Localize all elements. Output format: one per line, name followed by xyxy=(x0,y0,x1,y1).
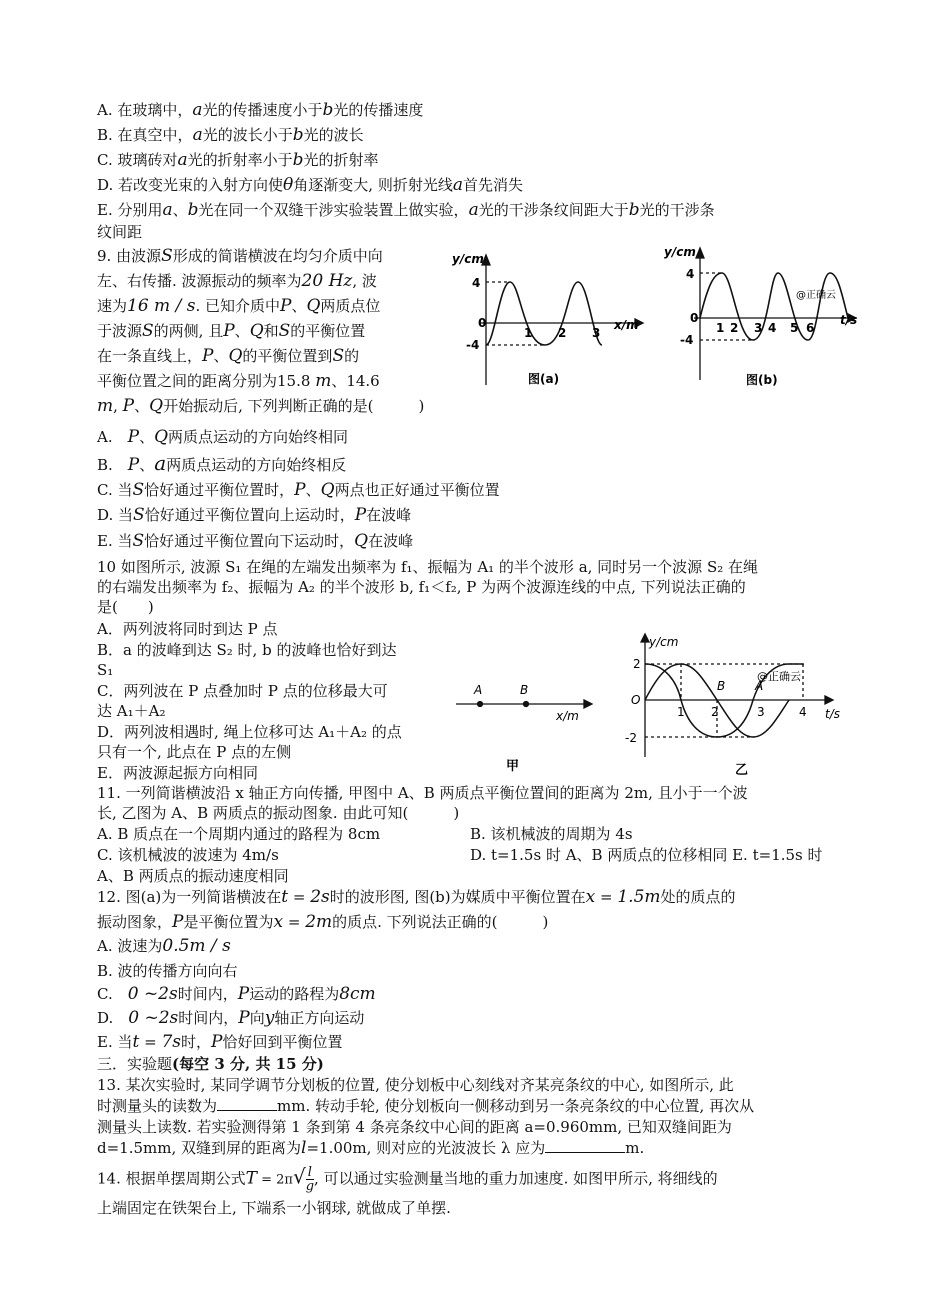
q9-figure-a xyxy=(450,245,650,395)
q9b-tick-3: 3 xyxy=(754,321,763,335)
section-3-heading: 三．实验题(每空 3 分, 共 15 分) xyxy=(97,1055,324,1073)
q9-option-c: C. 当S恰好通过平衡位置时，P、Q两点也正好通过平衡位置 xyxy=(97,480,500,500)
q9-stem-line4: 于波源S的两侧, 且P、Q和S的平衡位置 xyxy=(97,321,366,341)
q9b-tick-5: 5 xyxy=(790,321,799,335)
q10-option-e: E．两波源起振方向相同 xyxy=(97,764,258,782)
q9b-xlabel: t/s xyxy=(840,313,858,327)
q13-line2: 时测量头的读数为 mm. 转动手轮, 使分划板向一侧移动到另一条亮条纹的中心位置, 再次从 xyxy=(97,1097,755,1115)
q9-option-e: E. 当S恰好通过平衡位置向下运动时，Q在波峰 xyxy=(97,531,414,551)
q10-yi-tick-3: 3 xyxy=(757,705,765,719)
q9-stem-line1: 9. 由波源S形成的简谐横波在均匀介质中向 xyxy=(97,246,383,266)
q12-option-c: C. 0 ~2s时间内，P运动的路程为8cm xyxy=(97,984,376,1004)
q10-jia-caption: 甲 xyxy=(506,759,520,774)
q9-stem-line3: 速为16 m / s. 已知介质中P、Q两质点位 xyxy=(97,296,381,316)
q10-option-b-cont: S₁ xyxy=(97,661,114,679)
q9b-tick-neg4: -4 xyxy=(680,333,694,347)
q13-answer-blank-1[interactable] xyxy=(217,1096,277,1111)
q12-stem-line2: 振动图象，P是平衡位置为x = 2m的质点. 下列说法正确的( ) xyxy=(97,912,549,932)
q10-yi-origin: O xyxy=(631,693,641,707)
q9a-tick-2: 2 xyxy=(558,326,567,340)
q13-line3: 测量头上读数. 若实验测得第 1 条到第 4 条亮条纹中心间的距离 a=0.960mm, 已知双缝间距为 xyxy=(97,1118,732,1136)
q13-line4: d=1.5mm, 双缝到屏的距离为l=1.00m, 则对应的光波波长 λ 应为 m. xyxy=(97,1138,645,1158)
q9b-tick-4x: 4 xyxy=(768,321,777,335)
q8-option-e-cont: 纹间距 xyxy=(97,223,143,241)
q10-option-a: A．两列波将同时到达 P 点 xyxy=(97,620,278,638)
q10-yi-xlabel: t/s xyxy=(825,707,840,721)
q10-option-c: C．两列波在 P 点叠加时 P 点的位移最大可 xyxy=(97,682,388,700)
q13-answer-blank-2[interactable] xyxy=(545,1138,625,1153)
q11-option-e-cont: A、B 两质点的振动速度相同 xyxy=(97,867,289,885)
q8-option-d: D. 若改变光束的入射方向使θ角逐渐变大, 则折射光线a首先消失 xyxy=(97,175,523,195)
q9a-tick-1: 1 xyxy=(524,326,533,340)
q9-figure-b xyxy=(658,240,868,395)
q10-yi-tick-2x: 2 xyxy=(711,705,719,719)
q9b-tick-4: 4 xyxy=(686,267,695,281)
q8-option-a: A. 在玻璃中，a光的传播速度小于b光的传播速度 xyxy=(97,100,424,120)
q8-option-b: B. 在真空中，a光的波长小于b光的波长 xyxy=(97,125,364,145)
q8-option-e: E. 分别用a、b光在同一个双缝干涉实验装置上做实验，a光的干涉条纹间距大于b光的干涉条 xyxy=(97,200,715,220)
q12-stem-line1: 12. 图(a)为一列简谐横波在t = 2s时的波形图, 图(b)为媒质中平衡位置在x = 1.5m处的质点的 xyxy=(97,887,736,907)
q10-yi-curve-a: A xyxy=(755,679,764,693)
q10-figure-jia xyxy=(452,678,602,778)
q11-stem-line1: 11. 一列简谐横波沿 x 轴正方向传播, 甲图中 A、B 两质点平衡位置间的距离为 2m, 且小于一个波 xyxy=(97,784,748,802)
q11-option-d: D. t=1.5s 时 A、B 两质点的位移相同 E. t=1.5s 时 xyxy=(470,846,823,864)
q9-stem-line2: 左、右传播. 波源振动的频率为20 Hz, 波 xyxy=(97,271,377,291)
q9a-caption: 图(a) xyxy=(528,372,560,386)
q9a-ylabel: y/cm xyxy=(452,252,484,266)
q10-jia-xlabel: x/m xyxy=(556,709,579,723)
q8-option-c: C. 玻璃砖对a光的折射率小于b光的折射率 xyxy=(97,150,379,170)
q10-yi-tick-4: 4 xyxy=(799,705,807,719)
q10-stem-line3: 是( ) xyxy=(97,598,154,616)
q9b-caption: 图(b) xyxy=(746,373,778,387)
q10-option-d-cont: 只有一个, 此点在 P 点的左侧 xyxy=(97,743,292,761)
q12-option-d: D. 0 ~2s时间内，P向y轴正方向运动 xyxy=(97,1008,365,1028)
q10-figure-yi xyxy=(625,632,850,777)
q9a-tick-neg4: -4 xyxy=(466,338,480,352)
q14-line1: 14. 根据单摆周期公式T = 2π√ $\frac{l}{g}$ , 可以通过实验测量当地的重力加速度. 如图甲所示, 将细线的 xyxy=(97,1164,718,1194)
q9b-ylabel: y/cm xyxy=(664,245,696,259)
q9-option-a: A. P、Q两质点运动的方向始终相同 xyxy=(97,427,349,447)
q10-jia-label-b: B xyxy=(520,683,529,697)
q10-yi-curve-b: B xyxy=(717,679,726,693)
q9a-tick-3: 3 xyxy=(592,326,601,340)
q9-option-d: D. 当S恰好通过平衡位置向上运动时，P在波峰 xyxy=(97,505,412,525)
q10-yi-tick-neg2: -2 xyxy=(625,731,637,745)
q10-yi-caption: 乙 xyxy=(735,763,749,777)
q10-yi-tick-2: 2 xyxy=(633,657,641,671)
q12-option-e: E. 当t = 7s时，P恰好回到平衡位置 xyxy=(97,1032,343,1052)
q10-yi-tick-1: 1 xyxy=(677,705,685,719)
q12-option-a: A. 波速为0.5m / s xyxy=(97,936,231,956)
q11-option-a: A. B 质点在一个周期内通过的路程为 8cm xyxy=(97,825,381,843)
q9a-xlabel: x/m xyxy=(614,318,639,332)
q12-option-b: B. 波的传播方向向右 xyxy=(97,962,238,980)
q11-option-b: B. 该机械波的周期为 4s xyxy=(470,825,633,843)
q10-stem-line1: 10 如图所示, 波源 S₁ 在绳的左端发出频率为 f₁、振幅为 A₁ 的半个波形 a, 同时另一个波源 S₂ 在绳 xyxy=(97,558,759,576)
q10-yi-watermark: @正确云 xyxy=(757,670,801,683)
q9a-origin: 0 xyxy=(478,316,487,330)
q13-line1: 13. 某次实验时, 某同学调节分划板的位置, 使分划板中心刻线对齐某亮条纹的中心, 如图所示, 此 xyxy=(97,1076,734,1094)
q9b-tick-6: 6 xyxy=(806,321,815,335)
q14-line2: 上端固定在铁架台上, 下端系一小钢球, 就做成了单摆. xyxy=(97,1199,451,1217)
q9b-origin: 0 xyxy=(690,311,699,325)
q9b-tick-1: 1 xyxy=(716,321,725,335)
q9b-tick-2: 2 xyxy=(730,321,739,335)
q9-stem-line5: 在一条直线上，P、Q的平衡位置到S的 xyxy=(97,346,360,366)
q9-stem-line6: 平衡位置之间的距离分别为15.8 m、14.6 xyxy=(97,371,380,391)
q10-option-d: D．两列波相遇时, 绳上位移可达 A₁＋A₂ 的点 xyxy=(97,723,402,741)
q14-fraction: $\frac{l}{g}$ xyxy=(305,1165,315,1194)
q11-option-c: C. 该机械波的波速为 4m/s xyxy=(97,846,279,864)
q10-option-c-cont: 达 A₁＋A₂ xyxy=(97,702,166,720)
q9-option-b: B. P、a两质点运动的方向始终相反 xyxy=(97,451,347,475)
q10-jia-label-a: A xyxy=(474,683,483,697)
q10-yi-ylabel: y/cm xyxy=(649,635,679,649)
q11-stem-line2: 长, 乙图为 A、B 两质点的振动图象. 由此可知( ) xyxy=(97,804,460,822)
q10-stem-line2: 的右端发出频率为 f₂、振幅为 A₂ 的半个波形 b, f₁＜f₂, P 为两个波源连线的中点, 下列说法正确的 xyxy=(97,578,746,596)
q9b-watermark: @正确云 xyxy=(796,290,836,301)
q9-stem-line7: m, P、Q开始振动后, 下列判断正确的是( ) xyxy=(97,396,425,416)
q9a-tick-4: 4 xyxy=(472,276,481,290)
q10-option-b: B．a 的波峰到达 S₂ 时, b 的波峰也恰好到达 xyxy=(97,641,397,659)
